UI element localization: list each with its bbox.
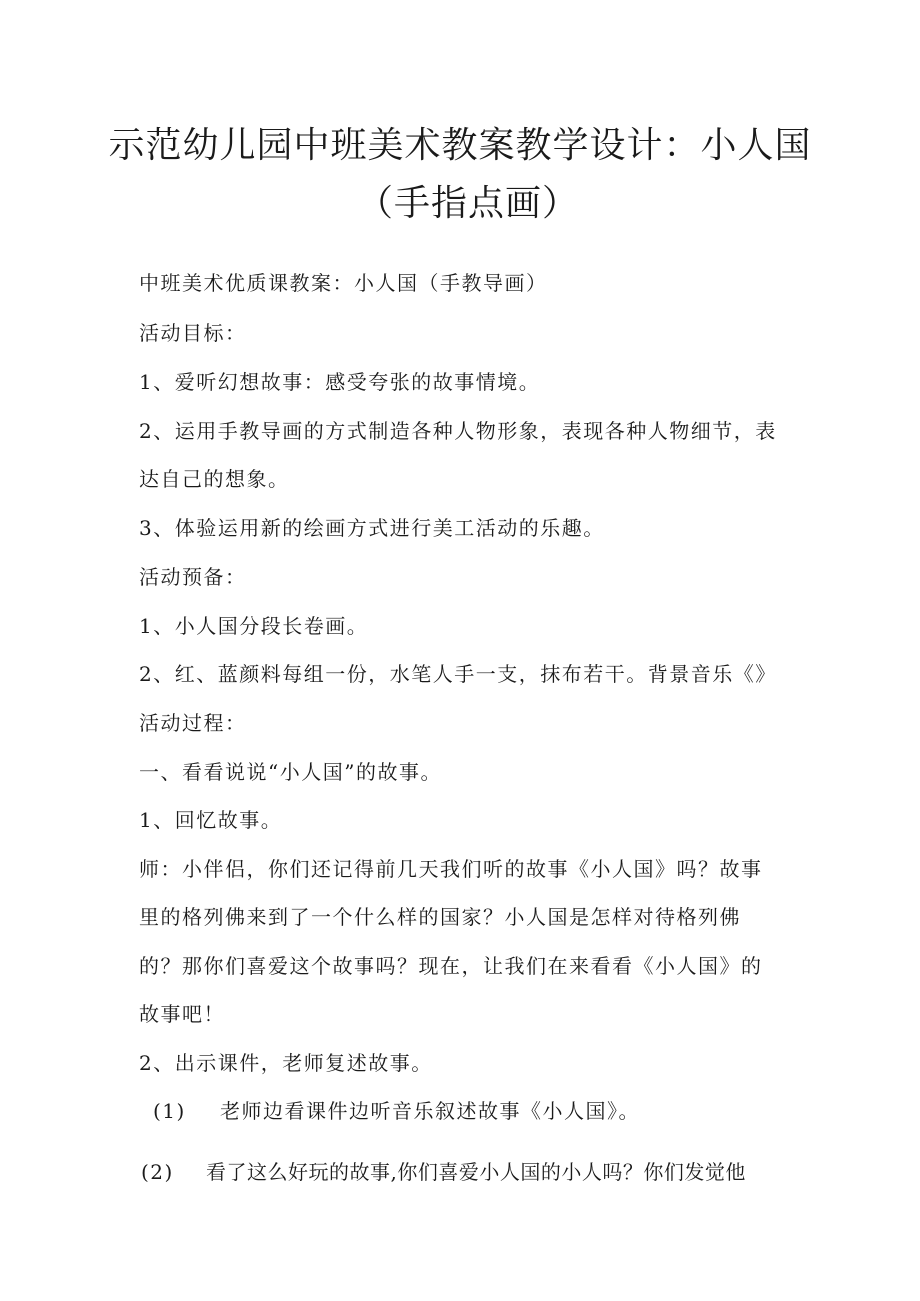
sub-item-text: 看了这么好玩的故事,你们喜爱小人国的小人吗？你们发觉他 — [206, 1160, 746, 1184]
paragraph-line: 里的格列佛来到了一个什么样的国家？小人国是怎样对待格列佛 — [139, 905, 741, 929]
paragraph-line: 达自己的想象。 — [139, 467, 290, 491]
paragraph-line: 3、体验运用新的绘画方式进行美工活动的乐趣。 — [139, 516, 605, 540]
section-heading: 活动预备： — [139, 565, 247, 589]
paragraph-line: 1、小人国分段长卷画。 — [139, 614, 369, 638]
paragraph-line: 2、出示课件，老师复述故事。 — [139, 1051, 433, 1075]
document-title-line-1: 示范幼儿园中班美术教案教学设计：小人国 — [108, 125, 812, 166]
sub-item-number: (1) — [153, 1099, 186, 1123]
sub-item-number: (2) — [141, 1160, 174, 1184]
document-title-line-2: （手指点画） — [356, 183, 579, 224]
paragraph-line: 的？那你们喜爱这个故事吗？现在，让我们在来看看《小人国》的 — [139, 954, 763, 978]
paragraph-line: 1、回忆故事。 — [139, 808, 283, 832]
paragraph-line: 2、红、蓝颜料每组一份，水笔人手一支，抹布若干。背景音乐《》 — [139, 662, 777, 686]
sub-item-text: 老师边看课件边听音乐叙述故事《小人国》。 — [220, 1099, 640, 1123]
paragraph-line: 故事吧！ — [139, 1002, 225, 1026]
section-heading: 活动目标： — [139, 321, 247, 345]
section-heading: 活动过程： — [139, 711, 247, 735]
paragraph-line: 师：小伴侣，你们还记得前几天我们听的故事《小人国》吗？故事 — [139, 857, 763, 881]
paragraph-line: 1、爱听幻想故事：感受夸张的故事情境。 — [139, 370, 541, 394]
paragraph-line: 中班美术优质课教案：小人国（手教导画） — [139, 271, 548, 295]
paragraph-line: 一、看看说说“小人国”的故事。 — [139, 760, 442, 784]
paragraph-line: 2、运用手教导画的方式制造各种人物形象，表现各种人物细节，表 — [139, 419, 777, 443]
